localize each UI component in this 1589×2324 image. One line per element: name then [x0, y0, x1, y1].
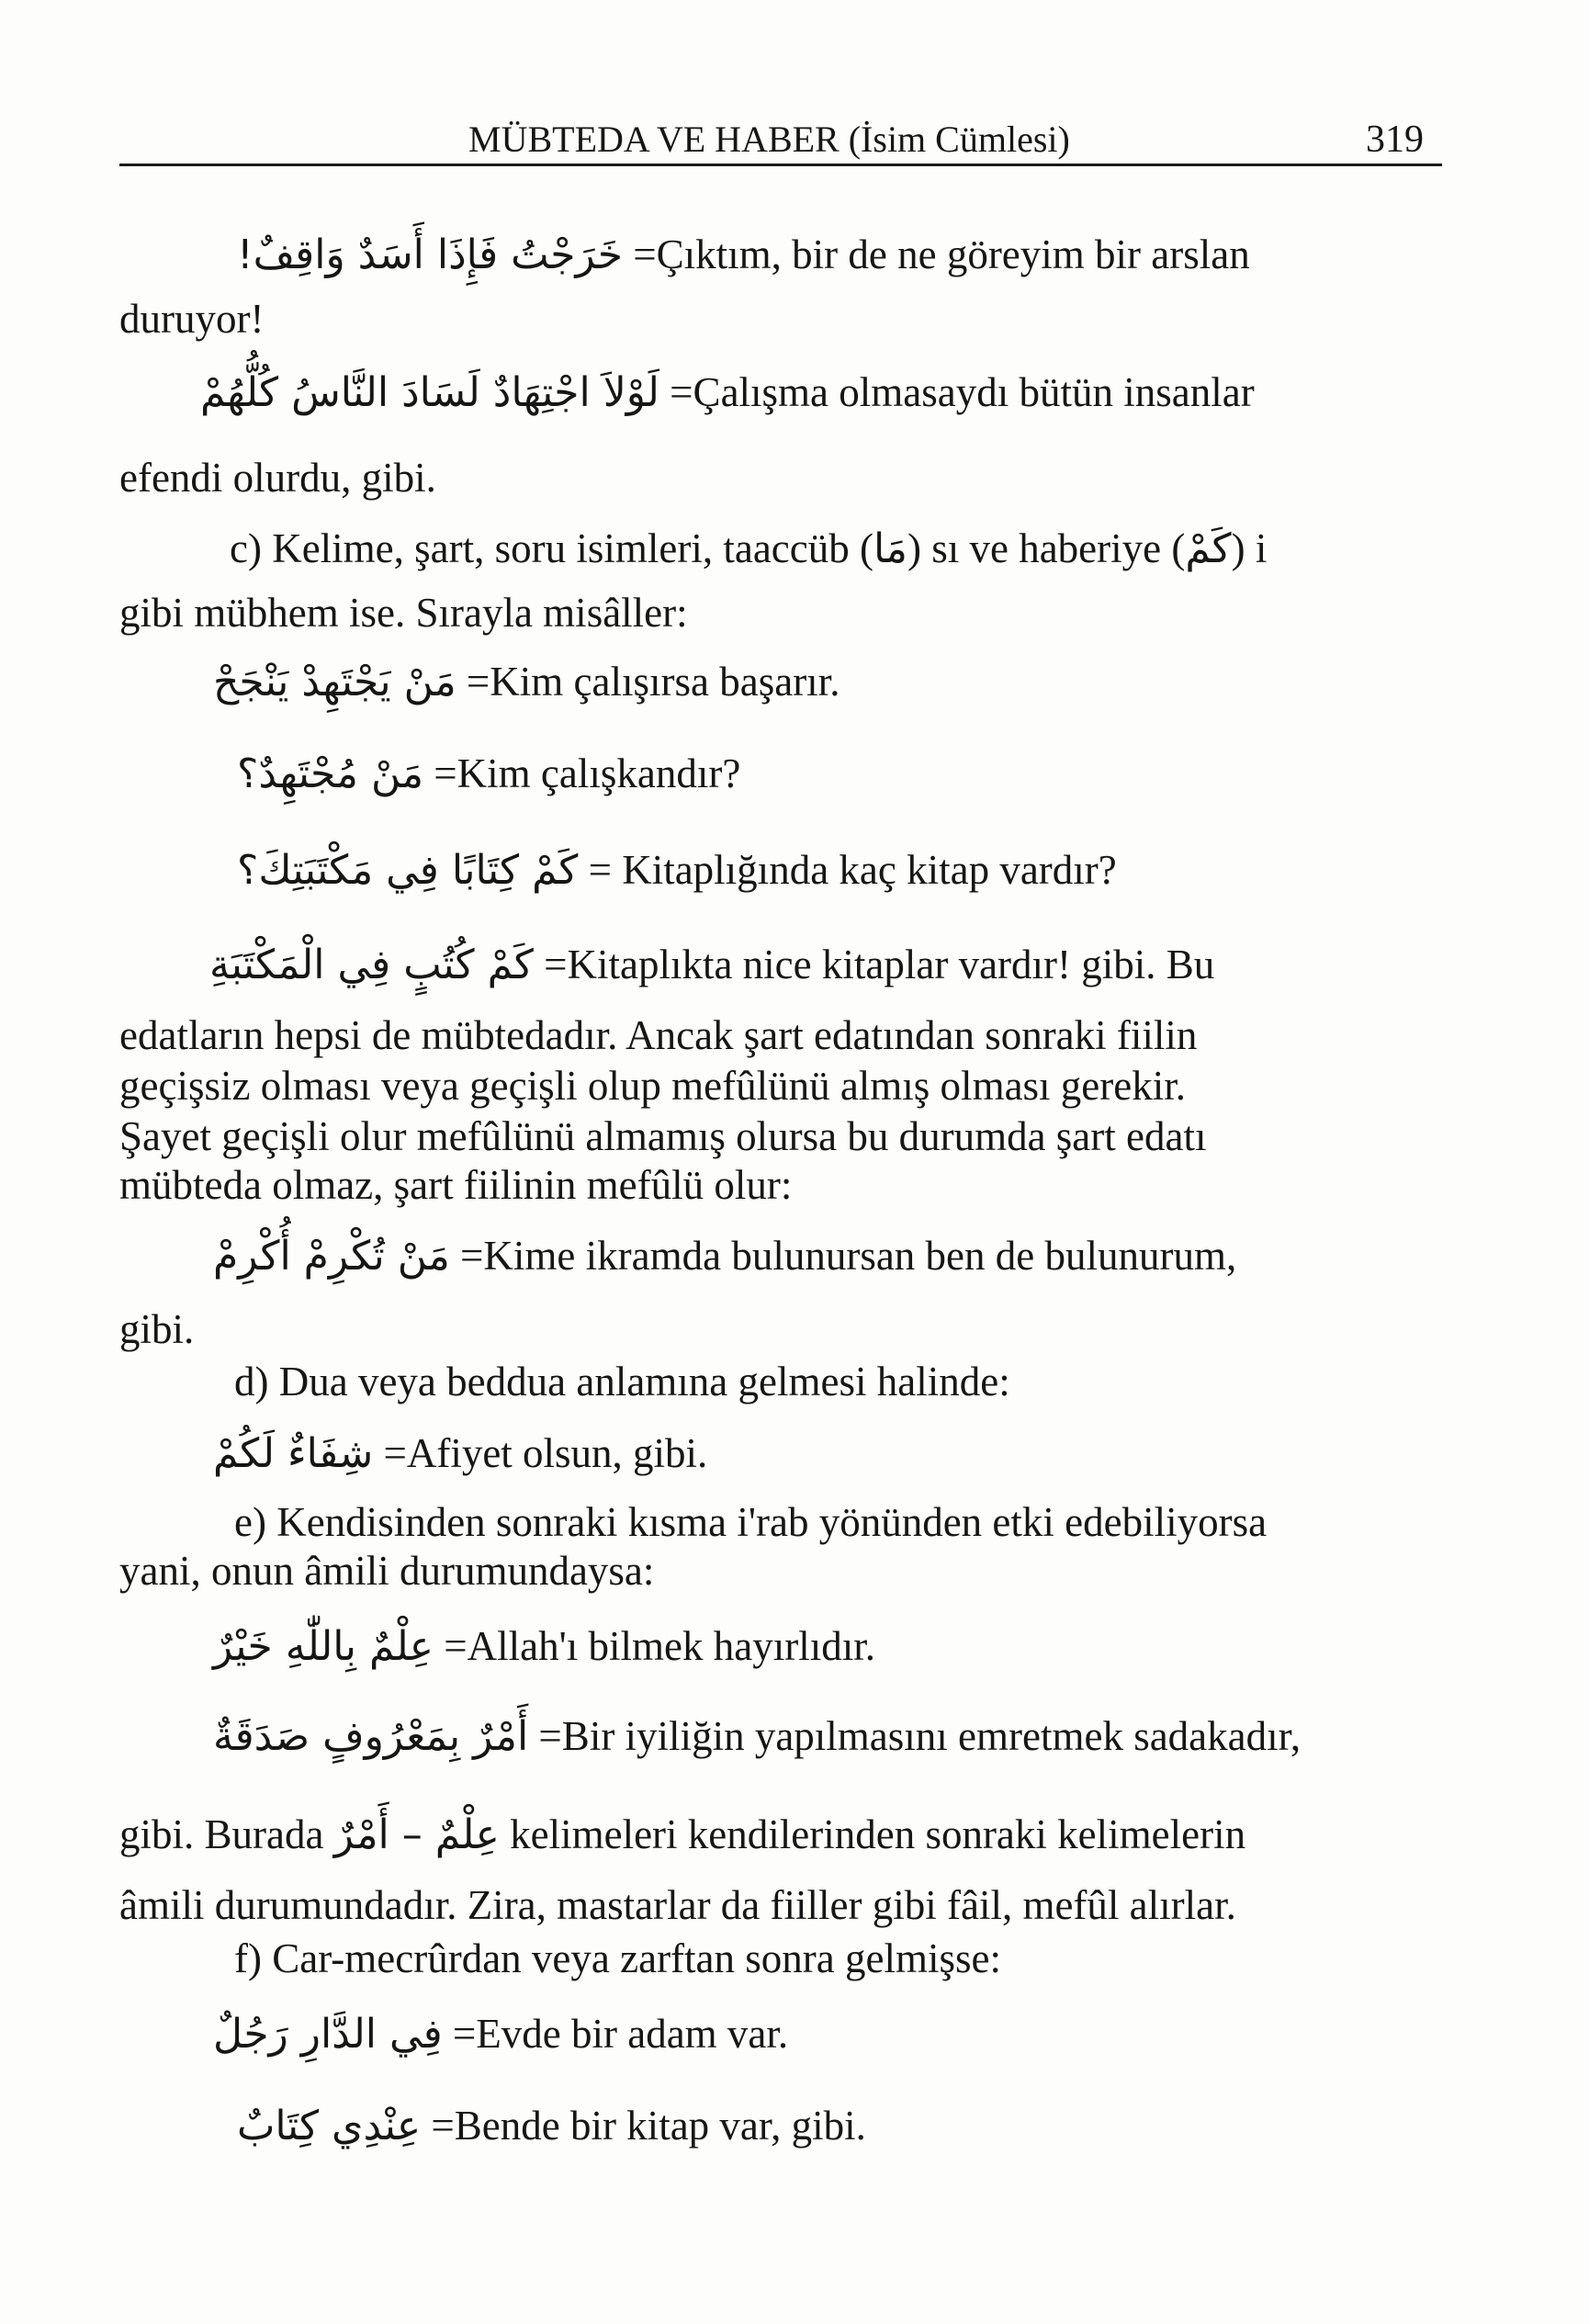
page-header	[119, 108, 1442, 166]
example-9-arabic: عِلْمٌ بِاللّٰهِ خَيْرٌ	[213, 1623, 434, 1670]
section-e-line-4: âmili durumundadır. Zira, mastarlar da fiiller gibi fâil, mefûl alırlar.	[119, 1882, 1236, 1928]
running-title: MÜBTEDA VE HABER (İsim Cümlesi)	[468, 118, 1070, 160]
example-10-translation: =Bir iyiliğin yapılmasını emretmek sadakadır,	[538, 1713, 1302, 1759]
example-12-translation: =Bende bir kitap var, gibi.	[431, 2103, 866, 2149]
example-5-arabic: كَمْ كِتَابًا فِي مَكْتَبَتِكَ؟	[237, 847, 579, 894]
example-12-arabic: عِنْدِي كِتَابٌ	[237, 2103, 422, 2149]
example-7-arabic: مَنْ تُكْرِمْ أُكْرِمْ	[213, 1233, 450, 1280]
section-e-line-3-end: kelimeleri kendilerinden sonraki kelimelerin	[510, 1811, 1246, 1857]
example-1	[237, 231, 1250, 278]
section-c-text-c: ) i	[1231, 525, 1268, 571]
page-number: 319	[1366, 118, 1424, 161]
example-1-arabic: خَرَجْتُ فَإِذَا أَسَدٌ وَاقِفٌ!	[237, 231, 623, 278]
section-c-text-b: ) sı ve haberiye (	[907, 525, 1186, 571]
example-8-translation: =Afiyet olsun, gibi.	[383, 1430, 708, 1476]
section-c-arabic-ma: مَا	[873, 525, 907, 572]
section-e-line-2: yani, onun âmili durumundaysa:	[119, 1548, 655, 1594]
section-e-line-3	[119, 1811, 1246, 1858]
paragraph-1-line-1: edatların hepsi de mübtedadır. Ancak şart edatından sonraki fiilin	[119, 1012, 1198, 1058]
example-9-translation: =Allah'ı bilmek hayırlıdır.	[444, 1623, 875, 1669]
section-e-line-3-start: gibi. Burada	[119, 1811, 324, 1857]
example-7	[213, 1233, 1237, 1280]
example-6	[209, 944, 1214, 986]
example-2	[200, 369, 1255, 416]
example-4-translation: =Kim çalışkandır?	[434, 750, 741, 796]
example-5-translation: = Kitaplığında kaç kitap vardır?	[588, 847, 1117, 893]
example-8	[213, 1430, 708, 1477]
example-2-translation: =Çalışma olmasaydı bütün insanlar	[670, 369, 1255, 415]
example-3-translation: =Kim çalışırsa başarır.	[466, 659, 840, 705]
example-4	[237, 750, 741, 797]
paragraph-1-line-3: Şayet geçişli olur mefûlünü almamış olursa bu durumda şart edatı	[119, 1113, 1207, 1159]
section-d-line: d) Dua veya beddua anlamına gelmesi halinde:	[234, 1359, 1010, 1405]
example-11	[213, 2011, 789, 2058]
example-7-translation: =Kime ikramda bulunursan ben de bulunurum,	[460, 1233, 1237, 1279]
section-e-line-1: e) Kendisinden sonraki kısma i'rab yönünden etki edebiliyorsa	[234, 1499, 1268, 1545]
example-8-arabic: شِفَاءٌ لَكُمْ	[213, 1430, 374, 1477]
paragraph-1-line-2: geçişsiz olması veya geçişli olup mefûlünü almış olması gerekir.	[119, 1063, 1186, 1109]
example-1-continuation: duruyor!	[119, 296, 265, 342]
example-7-continuation: gibi.	[119, 1306, 195, 1352]
example-4-arabic: مَنْ مُجْتَهِدٌ؟	[237, 750, 424, 797]
example-9	[213, 1623, 875, 1670]
example-11-translation: =Evde bir adam var.	[452, 2011, 789, 2057]
section-f-line: f) Car-mecrûrdan veya zarftan sonra gelmişse:	[234, 1935, 1001, 1981]
section-c-arabic-kam: كَمْ	[1185, 525, 1232, 572]
example-1-translation: =Çıktım, bir de ne göreyim bir arslan	[633, 231, 1250, 277]
paragraph-1-line-4: mübteda olmaz, şart fiilinin mefûlü olur:	[119, 1162, 793, 1208]
example-12	[237, 2105, 866, 2147]
example-5	[237, 847, 1117, 894]
example-3	[213, 661, 840, 703]
example-6-arabic: كَمْ كُتُبٍ فِي الْمَكْتَبَةِ	[209, 942, 534, 988]
example-6-translation: =Kitaplıkta nice kitaplar vardır! gibi. Bu	[544, 942, 1215, 987]
example-11-arabic: فِي الدَّارِ رَجُلٌ	[213, 2011, 443, 2058]
section-c-text-a: c) Kelime, şart, soru isimleri, taaccüb (	[230, 525, 873, 571]
example-2-continuation: efendi olurdu, gibi.	[119, 455, 436, 501]
example-2-arabic: لَوْلاَ اجْتِهَادٌ لَسَادَ النَّاسُ كُلُّهُمْ	[200, 369, 659, 416]
section-c-line-1	[230, 525, 1268, 572]
example-10	[213, 1713, 1302, 1760]
section-c-line-2: gibi mübhem ise. Sırayla misâller:	[119, 590, 688, 636]
section-e-line-3-arabic: عِلْمٌ – أَمْرٌ	[333, 1811, 500, 1858]
example-3-arabic: مَنْ يَجْتَهِدْ يَنْجَحْ	[213, 659, 456, 705]
example-10-arabic: أَمْرٌ بِمَعْرُوفٍ صَدَقَةٌ	[213, 1713, 529, 1760]
